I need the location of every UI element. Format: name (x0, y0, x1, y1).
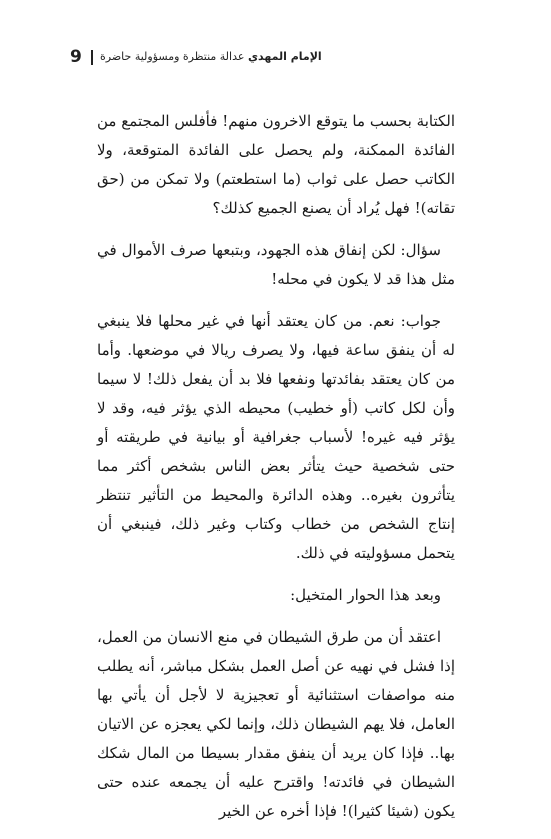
paragraph-continuation: الكتابة بحسب ما يتوقع الاخرون منهم! فأفلس المجتمع من الفائدة الممكنة، ولم يحصل على الفائدة المتوقعة، ولا الكاتب حصل على ثواب (ما استطعتم) ولا تمكن من (حق تقاته)! فهل يُراد أن يصنع الجميع كذلك؟ (97, 112, 455, 217)
paragraph-main: اعتقد أن من طرق الشيطان في منع الانسان من العمل، إذا فشل في نهيه عن أصل العمل بشكل مباشر، أنه يطلب منه مواصفات استثنائية أو تعجيزية لا لأجل أن يأتي بها العامل، فلا يهم الشيطان ذلك، وإنما لكي يعجزه عن الاتيان بها.. فإذا كان يريد أن ينفق مقدار بسيطا من المال شكك الشيطان في فائدته! واقترح عليه أن يجمعه عنده حتى يكون (شيئا كثيرا)! فإذا أخره عن الخير (97, 628, 455, 820)
book-title: الإمام المهدي (247, 50, 322, 63)
page-body (97, 107, 455, 839)
running-header (0, 47, 551, 67)
paragraph-transition: وبعد هذا الحوار المتخيل: (290, 586, 441, 604)
page-number: 9 (70, 47, 82, 67)
book-subtitle: عدالة منتظرة ومسؤولية حاضرة (100, 50, 245, 63)
paragraph-question: سؤال: لكن إنفاق هذه الجهود، وبتبعها صرف الأموال في مثل هذا قد لا يكون في محله! (97, 241, 455, 288)
header-text (100, 47, 322, 67)
paragraph-answer: جواب: نعم. من كان يعتقد أنها في غير محلها فلا ينبغي له أن ينفق ساعة فيها، ولا يصرف ريالا في موضعها. وأما من كان يعتقد بفائدتها ونفعها فلا بد أن يفعل ذلك! لا سيما وأن لكل كاتب (أو خطيب) محيطه الذي يؤثر فيه، وقد لا يؤثر فيه غيره! لأسباب جغرافية أو بيانية في طريقته أو حتى شخصية حيث يتأثر بعض الناس بشخص أكثر مما يتأثرون بغيره.. وهذه الدائرة والمحيط من التأثير تنتظر إنتاج الشخص من خطاب وكتاب وغير ذلك، فينبغي أن يتحمل مسؤوليته في ذلك. (97, 312, 455, 562)
header-divider (91, 50, 93, 65)
